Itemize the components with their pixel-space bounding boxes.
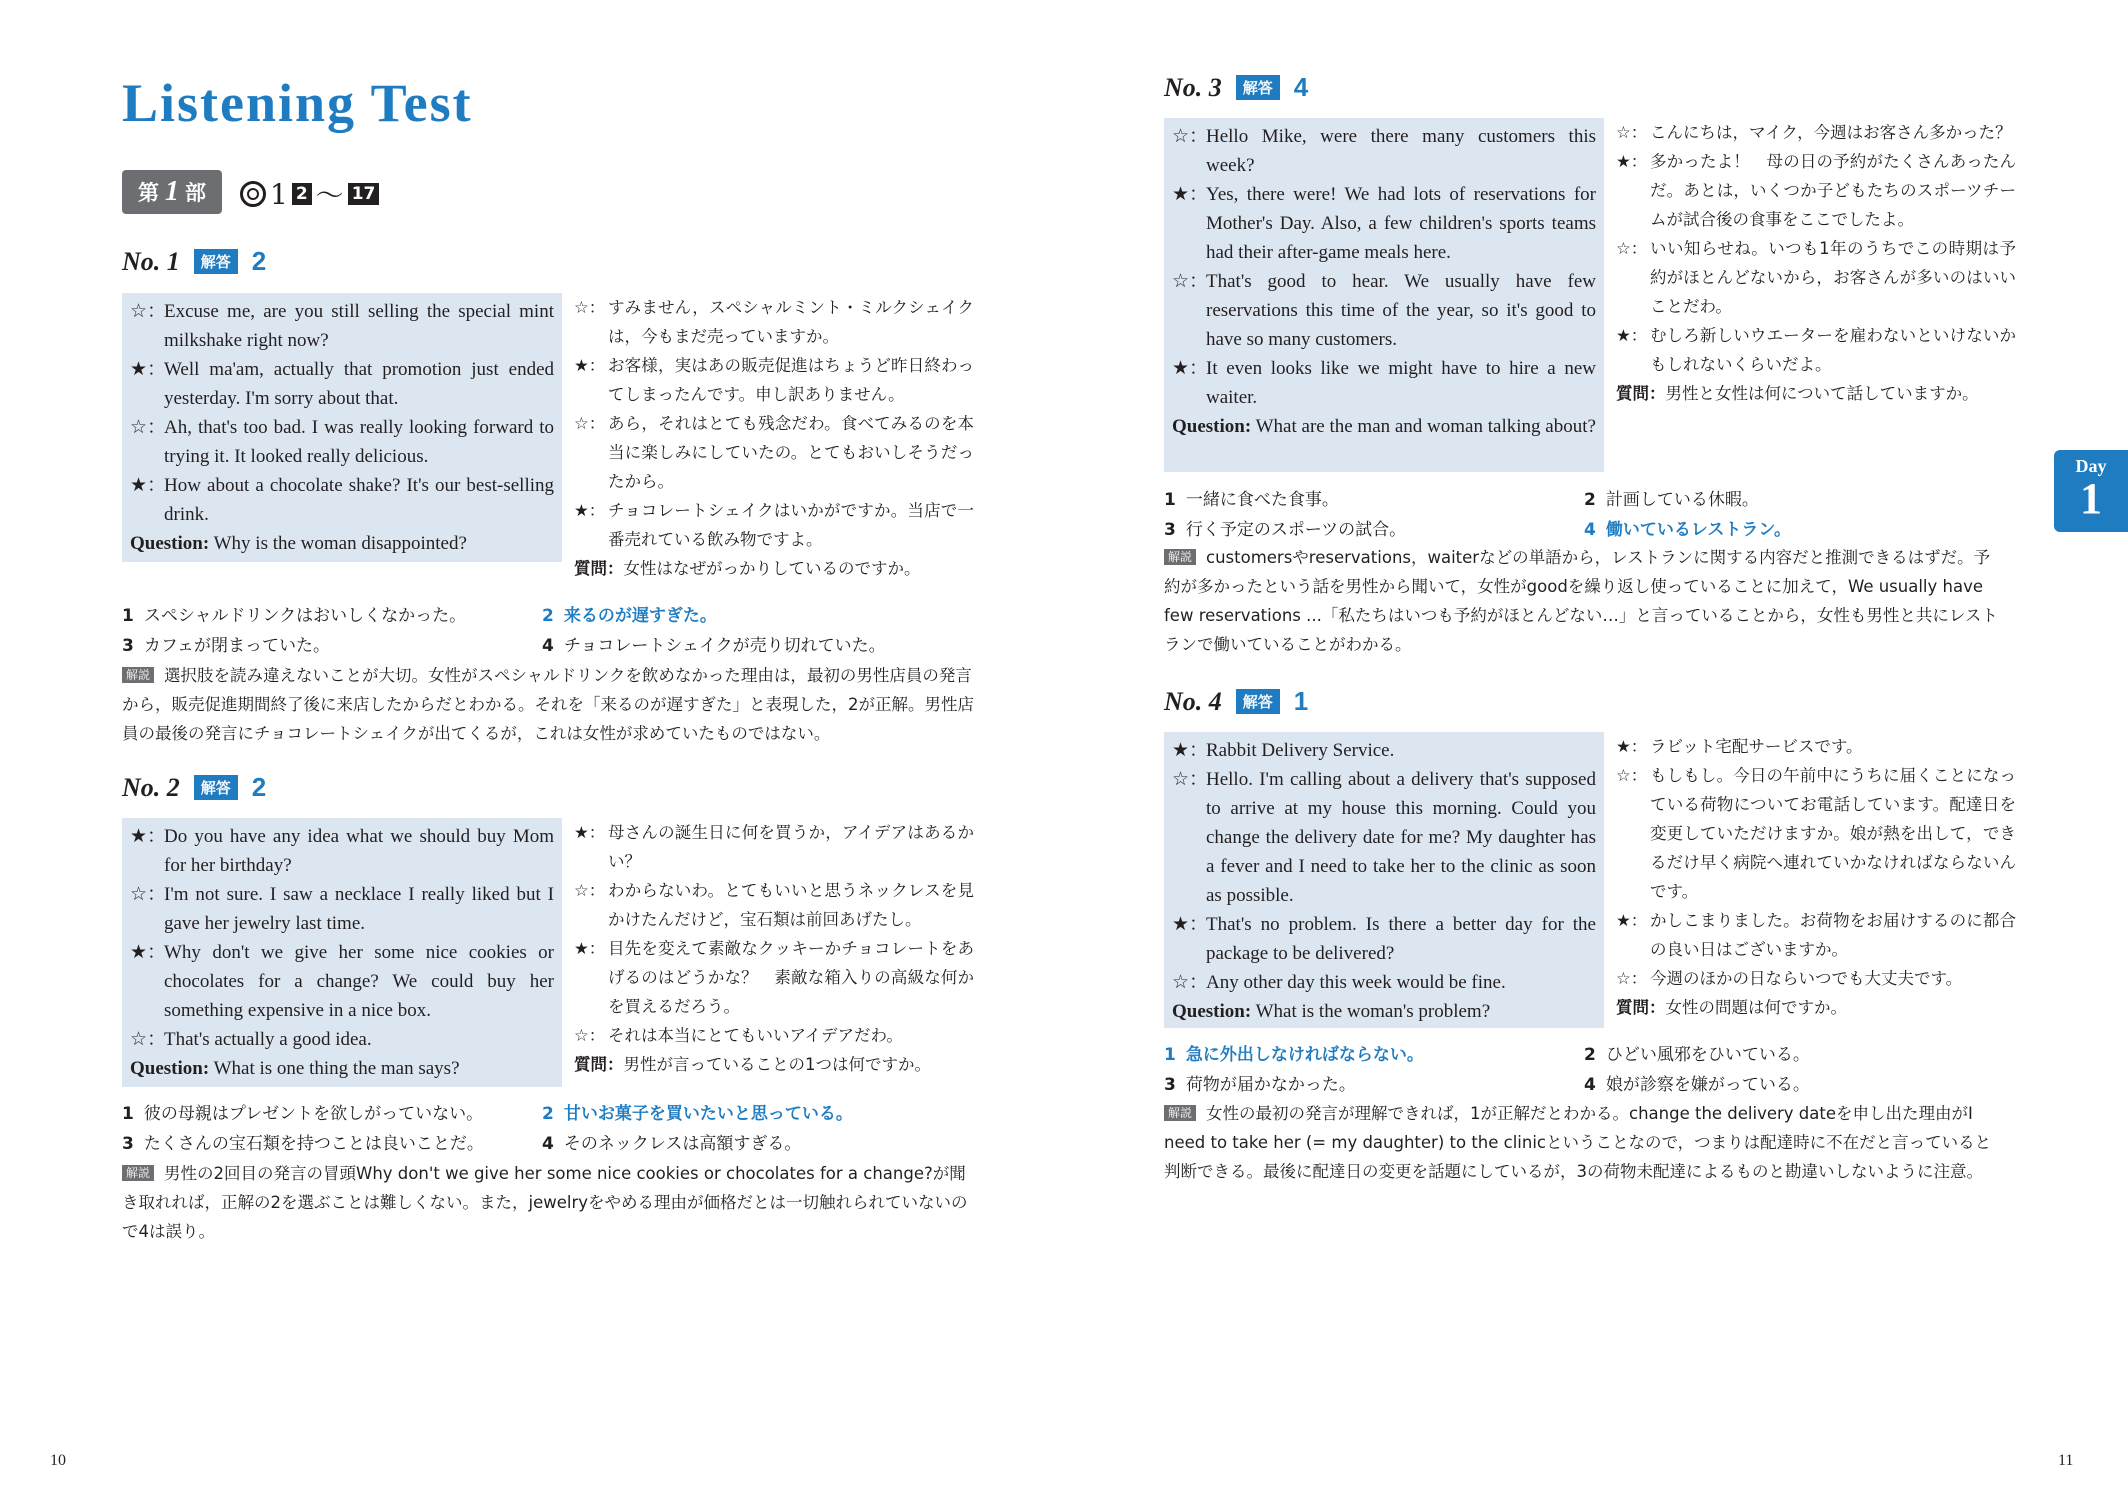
- question-label: 質問：: [1616, 384, 1666, 403]
- speaker-mark: ☆：: [1616, 123, 1648, 142]
- day-tab: [2054, 450, 2128, 532]
- choice-item-correct: [1584, 515, 1791, 545]
- choice-item: [1584, 1040, 1810, 1070]
- speaker-mark: ☆：: [130, 301, 167, 322]
- day-tab-number: 1: [2080, 474, 2102, 523]
- japanese-script: [1616, 118, 2016, 408]
- answer-badge: 解答: [194, 775, 238, 800]
- script-line: Excuse me, are you still selling the special mint milkshake right now?: [164, 301, 554, 351]
- speaker-mark: ★：: [1616, 737, 1648, 756]
- day-tab-label: Day: [2075, 456, 2107, 476]
- speaker-mark: ☆：: [1172, 271, 1209, 292]
- speaker-mark: ★：: [574, 823, 606, 842]
- choice-number: 1: [122, 1104, 134, 1124]
- answer-number: 2: [251, 246, 267, 276]
- explanation-text: 女性の最初の発言が理解できれば，1が正解だとわかる。change the delivery dateを申し出た理由がI need to take her (= my daughter) to the clinicということなので，つまりは配達時に不在だと言っていると判断できる。最後に配達日の変更を話題にしているが，3の荷物未配達によるものと勘違いしないように注意。: [1164, 1104, 1992, 1181]
- choice-text: 甘いお菓子を買いたいと思っている。: [563, 1104, 853, 1124]
- part-number: 1: [165, 176, 179, 207]
- page-title: Listening Test: [122, 73, 473, 133]
- script-line: That's actually a good idea.: [164, 1029, 372, 1050]
- choice-item: [1584, 485, 1759, 515]
- answer-choices: [1164, 1040, 2024, 1100]
- script-line: 目先を変えて素敵なクッキーかチョコレートをあげるのはどうかな？ 素敵な箱入りの高級な何かを買えるだろう。: [608, 939, 974, 1016]
- choice-item: [1164, 515, 1406, 545]
- explanation-text: customersやreservations，waiterなどの単語から，レストランに関する内容だと推測できるはずだ。予約が多かったという話を男性から聞いて，女性がgoodを繰り返し使っていることに加えて，We usually have few reservations ...「私たちはいつも予約がほとんどない…」と言っていることから，女性も男性と共にレストランで働いていることがわかる。: [1164, 548, 1998, 654]
- speaker-mark: ☆：: [574, 881, 606, 900]
- speaker-mark: ★：: [130, 942, 167, 963]
- choice-text: 荷物が届かなかった。: [1185, 1075, 1356, 1095]
- speaker-mark: ★：: [574, 501, 606, 520]
- choice-text: 働いているレストラン。: [1605, 520, 1791, 540]
- answer-badge: 解答: [1236, 689, 1280, 714]
- answer-choices: [1164, 485, 2024, 545]
- answer-number: 2: [251, 772, 267, 802]
- choice-number: 4: [1584, 1075, 1596, 1095]
- japanese-script: [574, 293, 974, 583]
- track-range: [240, 174, 379, 214]
- script-line: Yes, there were! We had lots of reservations for Mother's Day. Also, a few children's sports teams had their after-game meals here.: [1206, 184, 1596, 263]
- choice-item-correct: [542, 601, 717, 631]
- choice-text: 来るのが遅すぎた。: [563, 606, 717, 626]
- question-number: No. 3: [1164, 72, 1222, 102]
- question-label: 質問：: [574, 1055, 624, 1074]
- page-number: 10: [50, 1452, 66, 1469]
- speaker-mark: ★：: [1172, 914, 1209, 935]
- disc-number: 1: [270, 177, 288, 211]
- answer-choices: [122, 1099, 982, 1159]
- question-header: [122, 772, 266, 803]
- speaker-mark: ☆：: [130, 417, 167, 438]
- speaker-mark: ☆：: [1172, 126, 1209, 147]
- speaker-mark: ☆：: [1616, 766, 1648, 785]
- speaker-mark: ★：: [1616, 152, 1648, 171]
- explanation-badge: 解説: [122, 1165, 154, 1181]
- script-line: こんにちは，マイク，今週はお客さん多かった？: [1650, 123, 2012, 142]
- speaker-mark: ★：: [574, 939, 606, 958]
- explanation-badge: 解説: [122, 667, 154, 683]
- script-line: I'm not sure. I saw a necklace I really liked but I gave her jewelry last time.: [164, 884, 554, 934]
- speaker-mark: ☆：: [574, 414, 606, 433]
- script-line: むしろ新しいウエーターを雇わないといけないかもしれないくらいだよ。: [1650, 326, 2016, 374]
- script-line: すみません，スペシャルミント・ミルクシェイクは，今もまだ売っていますか。: [608, 298, 974, 346]
- choice-item: [122, 631, 330, 661]
- question-header: [122, 246, 266, 277]
- choice-number: 1: [1164, 1045, 1176, 1065]
- script-line: あら，それはとても残念だわ。食べてみるのを本当に楽しみにしていたの。とてもおいしそうだったから。: [608, 414, 974, 491]
- japanese-script: [574, 818, 974, 1079]
- script-line: Hello. I'm calling about a delivery that's supposed to arrive at my house this morning. Could you change the delivery date for me? My daughter has a fever and I need to take her to the clinic as soon as possible.: [1206, 769, 1596, 906]
- explanation-badge: 解説: [1164, 549, 1196, 565]
- speaker-mark: ★：: [130, 359, 167, 380]
- choice-number: 2: [1584, 490, 1596, 510]
- choice-item-correct: [542, 1099, 853, 1129]
- script-line: That's no problem. Is there a better day for the package to be delivered?: [1206, 914, 1596, 964]
- speaker-mark: ☆：: [1172, 972, 1209, 993]
- answer-badge: 解答: [194, 249, 238, 274]
- speaker-mark: ★：: [1172, 184, 1209, 205]
- track-end: 17: [348, 183, 380, 205]
- question-header: [1164, 72, 1308, 103]
- choice-item: [1584, 1070, 1810, 1100]
- speaker-mark: ★：: [130, 475, 167, 496]
- speaker-mark: ★：: [574, 356, 606, 375]
- question-number: No. 1: [122, 246, 180, 276]
- choice-text: 行く予定のスポーツの試合。: [1185, 520, 1407, 540]
- question-header: [1164, 686, 1308, 717]
- choice-item: [122, 1099, 483, 1129]
- choice-item: [122, 1129, 484, 1159]
- script-line: チョコレートシェイクはいかがですか。当店で一番売れている飲み物ですよ。: [608, 501, 974, 549]
- choice-text: たくさんの宝石類を持つことは良いことだ。: [143, 1134, 484, 1154]
- script-line: How about a chocolate shake? It's our best-selling drink.: [164, 475, 554, 525]
- choice-item: [122, 601, 466, 631]
- japanese-script: [1616, 732, 2016, 1022]
- script-line: Well ma'am, actually that promotion just ended yesterday. I'm sorry about that.: [164, 359, 554, 409]
- explanation-text: 男性の2回目の発言の冒頭Why don't we give her some nice cookies or chocolates for a change?が聞き取れれば，正解の2を選ぶことは難しくない。また，jewelryをやめる理由が価格だとは一切触れられていないので4は誤り。: [122, 1164, 968, 1241]
- track-start: 2: [292, 183, 312, 205]
- choice-number: 2: [1584, 1045, 1596, 1065]
- choice-item: [542, 1129, 801, 1159]
- question-label: 質問：: [574, 559, 624, 578]
- choice-text: ひどい風邪をひいている。: [1605, 1045, 1810, 1065]
- question-text: What is one thing the man says?: [213, 1058, 460, 1079]
- choice-text: カフェが閉まっていた。: [143, 636, 330, 656]
- speaker-mark: ★：: [130, 826, 167, 847]
- speaker-mark: ★：: [1616, 911, 1648, 930]
- question-text: 男性が言っていることの1つは何ですか。: [623, 1055, 931, 1074]
- track-separator: 〜: [315, 179, 344, 212]
- question-label: Question:: [130, 533, 210, 554]
- part-badge: [122, 170, 222, 214]
- script-line: Hello Mike, were there many customers this week?: [1206, 126, 1596, 176]
- question-text: What is the woman's problem?: [1255, 1001, 1491, 1022]
- script-line: いい知らせね。いつも1年のうちでこの時期は予約がほとんどないから，お客さんが多いのはいいことだわ。: [1650, 239, 2016, 316]
- english-script: [1164, 118, 1604, 472]
- script-line: Do you have any idea what we should buy Mom for her birthday?: [164, 826, 554, 876]
- part-suffix: 部: [185, 180, 206, 205]
- speaker-mark: ☆：: [1172, 769, 1209, 790]
- script-line: 多かったよ！ 母の日の予約がたくさんあったんだ。あとは，いくつか子どもたちのスポーツチームが試合後の食事をここでしたよ。: [1650, 152, 2016, 229]
- choice-number: 2: [542, 1104, 554, 1124]
- script-line: Ah, that's too bad. I was really looking forward to trying it. It looked really delicious.: [164, 417, 554, 467]
- speaker-mark: ★：: [1172, 740, 1209, 761]
- choice-number: 3: [1164, 1075, 1176, 1095]
- choice-number: 3: [122, 636, 134, 656]
- speaker-mark: ☆：: [1616, 239, 1648, 258]
- choice-number: 3: [1164, 520, 1176, 540]
- choice-item: [1164, 1070, 1356, 1100]
- answer-badge: 解答: [1236, 75, 1280, 100]
- question-label: Question:: [1172, 1001, 1252, 1022]
- question-text: 女性の問題は何ですか。: [1665, 998, 1847, 1017]
- speaker-mark: ★：: [1616, 326, 1648, 345]
- script-line: Rabbit Delivery Service.: [1206, 740, 1395, 761]
- english-script: [122, 818, 562, 1087]
- choice-item-correct: [1164, 1040, 1424, 1070]
- choice-number: 4: [1584, 520, 1596, 540]
- script-line: わからないわ。とてもいいと思うネックレスを見かけたんだけど，宝石類は前回あげたし。: [608, 881, 974, 929]
- question-label: Question:: [130, 1058, 210, 1079]
- speaker-mark: ☆：: [130, 1029, 167, 1050]
- choice-number: 4: [542, 636, 554, 656]
- question-text: 女性はなぜがっかりしているのですか。: [623, 559, 921, 578]
- choice-number: 4: [542, 1134, 554, 1154]
- question-label: 質問：: [1616, 998, 1666, 1017]
- explanation-badge: 解説: [1164, 1105, 1196, 1121]
- explanation: [1164, 543, 2006, 659]
- answer-choices: [122, 601, 982, 661]
- choice-item: [542, 631, 886, 661]
- explanation: [122, 1159, 982, 1246]
- choice-text: 急に外出しなければならない。: [1185, 1045, 1424, 1065]
- question-label: Question:: [1172, 416, 1252, 437]
- question-text: 男性と女性は何について話していますか。: [1665, 384, 1979, 403]
- choice-text: 計画している休暇。: [1605, 490, 1759, 510]
- explanation: [122, 661, 982, 748]
- choice-text: チョコレートシェイクが売り切れていた。: [563, 636, 886, 656]
- script-line: かしこまりました。お荷物をお届けするのに都合の良い日はございますか。: [1650, 911, 2016, 959]
- speaker-mark: ☆：: [574, 298, 606, 317]
- choice-item: [1164, 485, 1339, 515]
- choice-number: 3: [122, 1134, 134, 1154]
- script-line: Why don't we give her some nice cookies or chocolates for a change? We could buy her something expensive in a nice box.: [164, 942, 554, 1021]
- page-number: 11: [2058, 1452, 2074, 1469]
- speaker-mark: ☆：: [574, 1026, 606, 1045]
- script-line: お客様，実はあの販売促進はちょうど昨日終わってしまったんです。申し訳ありません。: [608, 356, 974, 404]
- part-prefix: 第: [138, 180, 159, 205]
- choice-text: 娘が診察を嫌がっている。: [1605, 1075, 1810, 1095]
- script-line: もしもし。今日の午前中にうちに届くことになっている荷物についてお電話しています。配達日を変更していただけますか。娘が熱を出して，できるだけ早く病院へ連れていかなければならないんです。: [1650, 766, 2016, 901]
- question-number: No. 4: [1164, 686, 1222, 716]
- speaker-mark: ☆：: [130, 884, 167, 905]
- explanation-text: 選択肢を読み違えないことが大切。女性がスペシャルドリンクを飲めなかった理由は，最初の男性店員の発言から，販売促進期間終了後に来店したからだとわかる。それを「来るのが遅すぎた」と表現した，2が正解。男性店員の最後の発言にチョコレートシェイクが出てくるが，これは女性が求めていたものではない。: [122, 666, 974, 743]
- explanation: [1164, 1099, 2006, 1186]
- script-line: That's good to hear. We usually have few reservations this time of the year, so it's good to have so many customers.: [1206, 271, 1596, 350]
- speaker-mark: ★：: [1172, 358, 1209, 379]
- choice-number: 1: [122, 606, 134, 626]
- script-line: 母さんの誕生日に何を買うか，アイデアはあるかい？: [608, 823, 974, 871]
- script-line: It even looks like we might have to hire a new waiter.: [1206, 358, 1596, 408]
- question-text: What are the man and woman talking about?: [1255, 416, 1596, 437]
- answer-number: 1: [1293, 686, 1309, 716]
- choice-text: そのネックレスは高額すぎる。: [563, 1134, 802, 1154]
- answer-number: 4: [1293, 72, 1309, 102]
- script-line: ラビット宅配サービスです。: [1650, 737, 1863, 756]
- cd-icon: [240, 181, 266, 207]
- choice-number: 1: [1164, 490, 1176, 510]
- choice-number: 2: [542, 606, 554, 626]
- script-line: それは本当にとてもいいアイデアだわ。: [608, 1026, 903, 1045]
- english-script: [122, 293, 562, 562]
- choice-text: スペシャルドリンクはおいしくなかった。: [143, 606, 467, 626]
- choice-text: 彼の母親はプレゼントを欲しがっていない。: [143, 1104, 484, 1124]
- speaker-mark: ☆：: [1616, 969, 1648, 988]
- question-number: No. 2: [122, 772, 180, 802]
- english-script: [1164, 732, 1604, 1028]
- choice-text: 一緒に食べた食事。: [1185, 490, 1339, 510]
- script-line: Any other day this week would be fine.: [1206, 972, 1506, 993]
- question-text: Why is the woman disappointed?: [213, 533, 467, 554]
- script-line: 今週のほかの日ならいつでも大丈夫です。: [1650, 969, 1963, 988]
